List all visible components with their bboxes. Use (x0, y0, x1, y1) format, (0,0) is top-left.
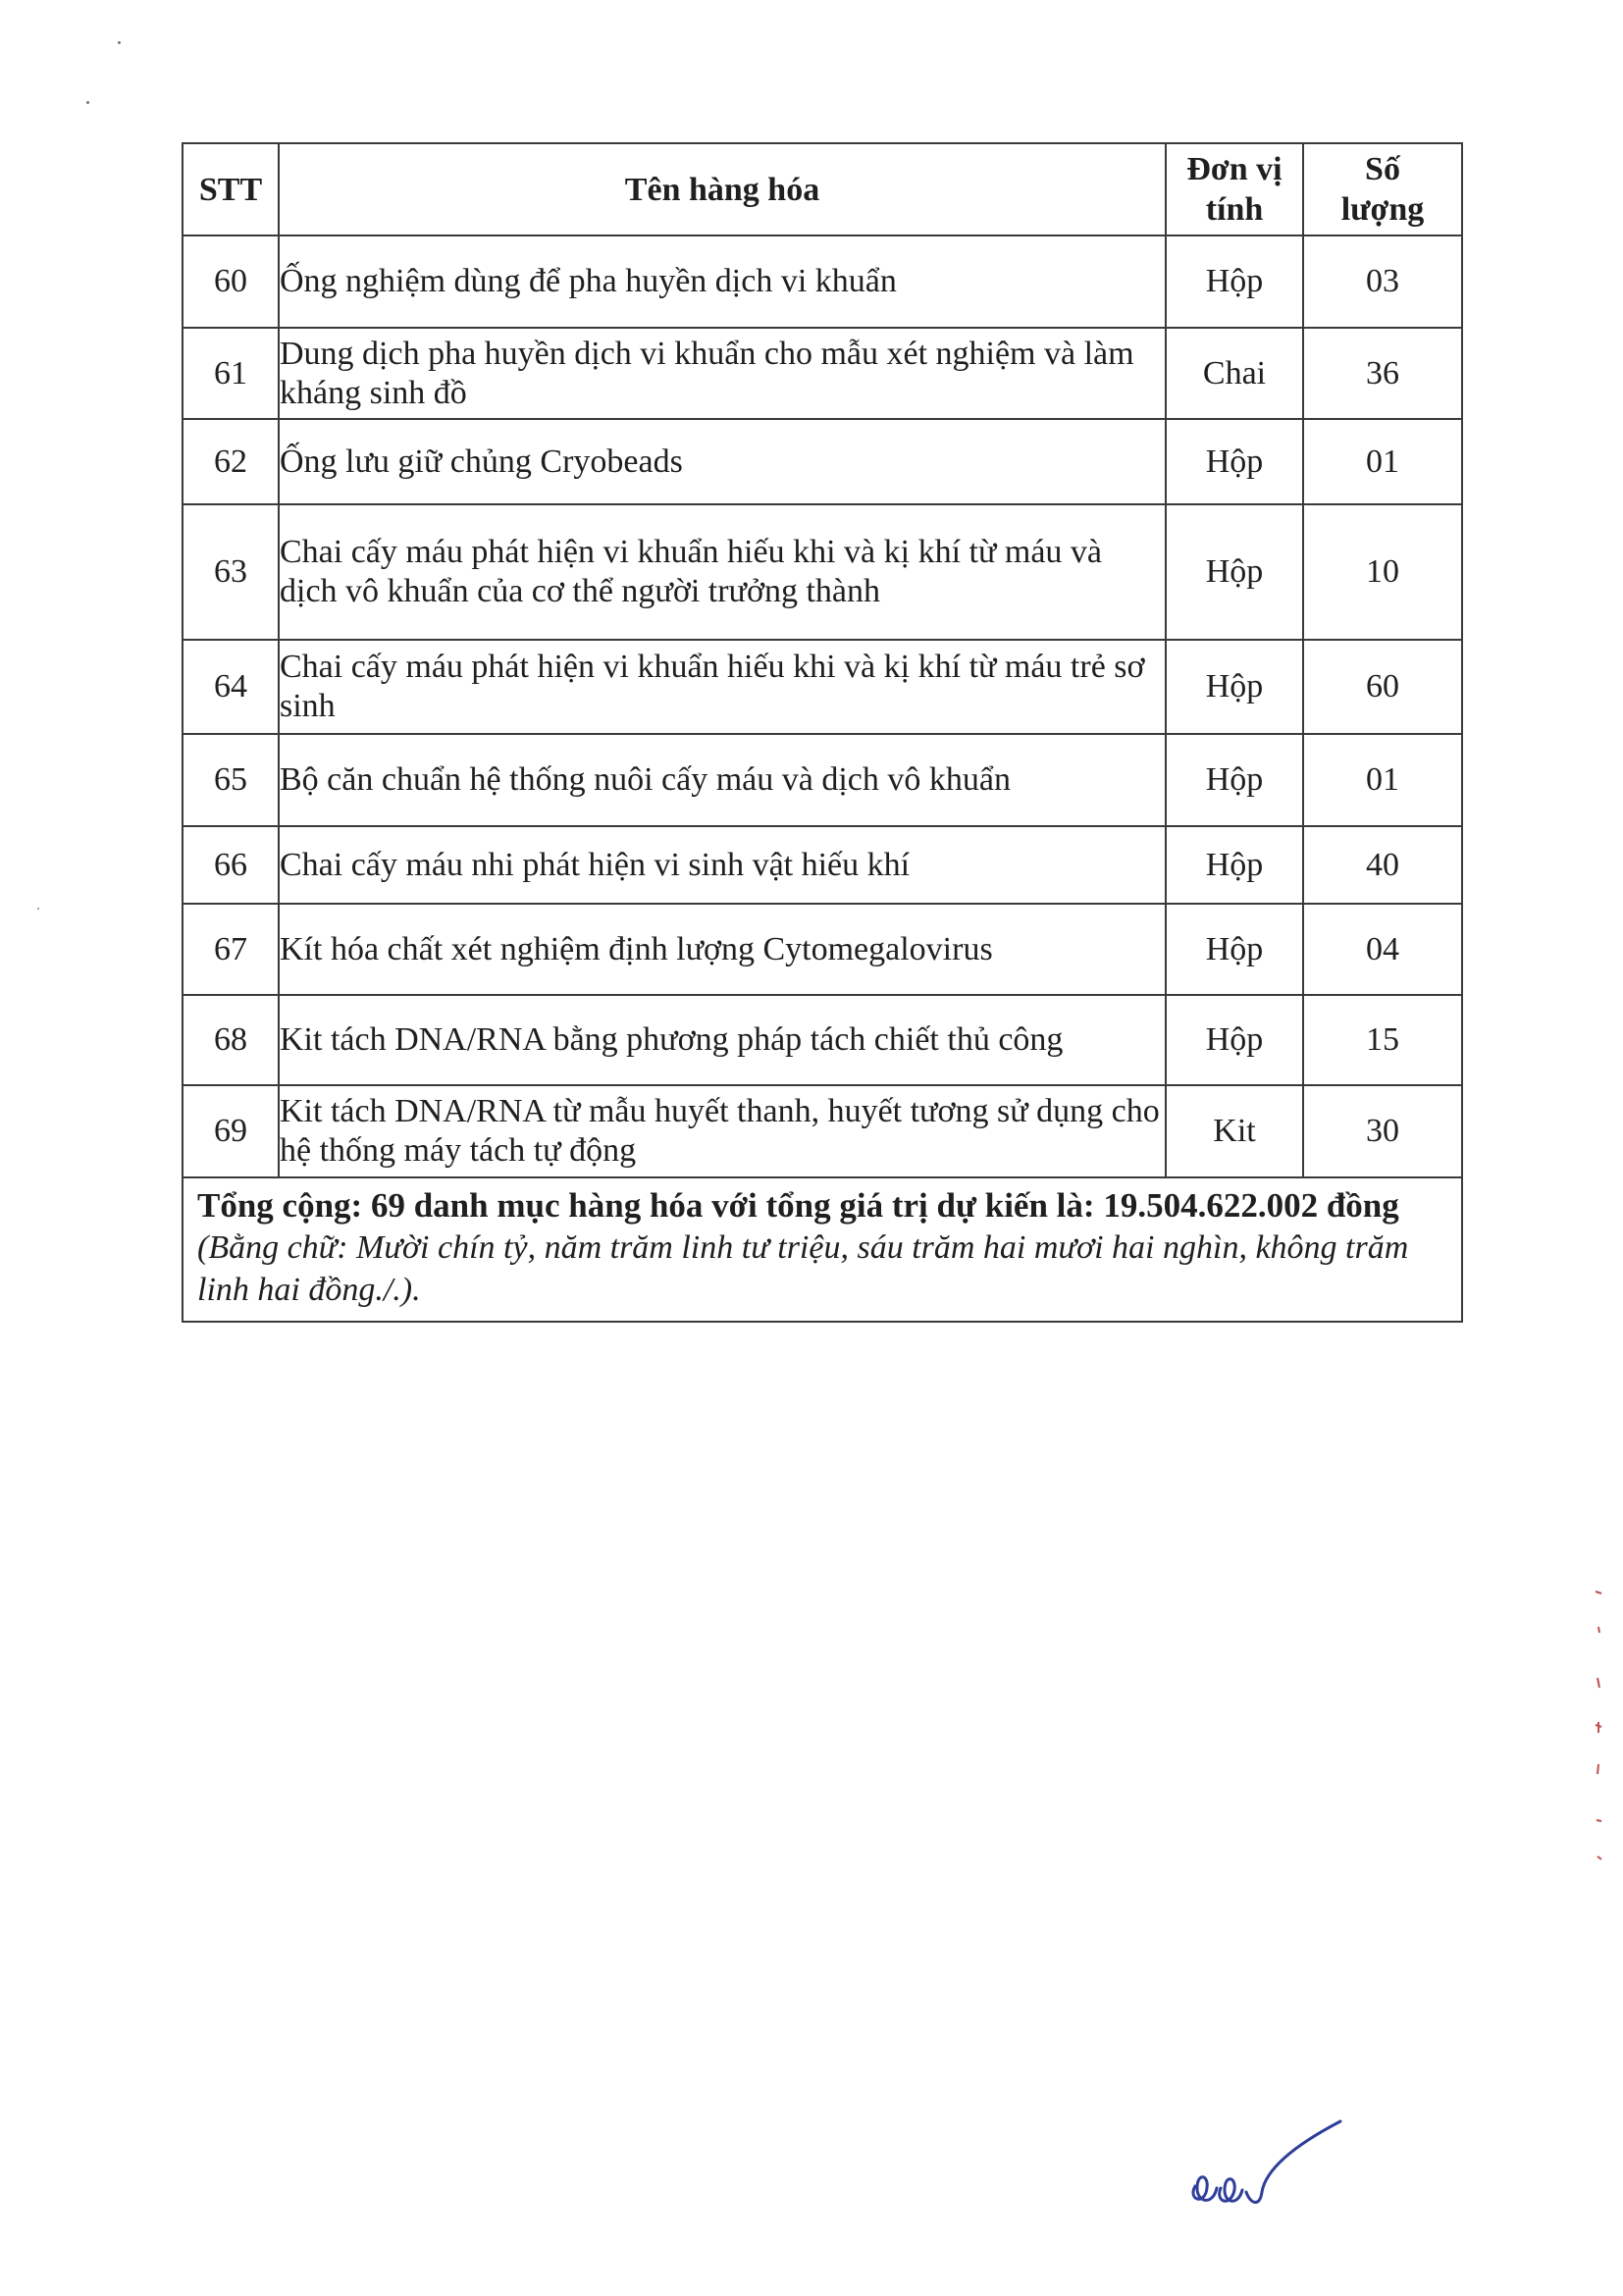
row-name: Ống nghiệm dùng để pha huyền dịch vi khuẩn (279, 235, 1166, 328)
row-name: Dung dịch pha huyền dịch vi khuẩn cho mẫu xét nghiệm và làm kháng sinh đồ (279, 328, 1166, 419)
row-stt: 60 (183, 235, 279, 328)
row-name: Chai cấy máu phát hiện vi khuẩn hiếu khi và kị khí từ máu trẻ sơ sinh (279, 640, 1166, 734)
row-name: Kit tách DNA/RNA từ mẫu huyết thanh, huyết tương sử dụng cho hệ thống máy tách tự động (279, 1085, 1166, 1177)
table-row (183, 328, 1462, 419)
header-unit (1166, 143, 1303, 235)
header-qty-line1: Số (1365, 151, 1400, 187)
table-header-row (183, 143, 1462, 235)
row-stt: 61 (183, 328, 279, 419)
row-stt: 63 (183, 504, 279, 640)
table-row (183, 1085, 1462, 1177)
header-unit-line1: Đơn vị (1186, 151, 1283, 187)
scan-speck (37, 908, 39, 910)
header-stt: STT (183, 143, 279, 235)
row-qty: 15 (1303, 995, 1462, 1085)
total-in-words: (Bằng chữ: Mười chín tỷ, năm trăm linh tư triệu, sáu trăm hai mươi hai nghìn, không trăm linh hai đồng./.). (197, 1229, 1409, 1308)
row-name: Bộ căn chuẩn hệ thống nuôi cấy máu và dịch vô khuẩn (279, 734, 1166, 826)
table-row (183, 904, 1462, 995)
table-row (183, 235, 1462, 328)
row-qty: 30 (1303, 1085, 1462, 1177)
row-unit: Hộp (1166, 904, 1303, 995)
row-name: Chai cấy máu nhi phát hiện vi sinh vật hiếu khí (279, 826, 1166, 904)
row-unit: Hộp (1166, 235, 1303, 328)
table-row (183, 995, 1462, 1085)
table-row (183, 640, 1462, 734)
row-unit: Chai (1166, 328, 1303, 419)
row-stt: 68 (183, 995, 279, 1085)
header-qty-line2: lượng (1340, 191, 1425, 228)
goods-table (182, 142, 1463, 1323)
row-qty: 01 (1303, 419, 1462, 504)
row-qty: 36 (1303, 328, 1462, 419)
scan-speck (118, 41, 121, 44)
signature-initials (1178, 2110, 1354, 2218)
row-unit: Hộp (1166, 995, 1303, 1085)
row-stt: 62 (183, 419, 279, 504)
row-name: Chai cấy máu phát hiện vi khuẩn hiếu khi và kị khí từ máu và dịch vô khuẩn của cơ thể người trưởng thành (279, 504, 1166, 640)
table-row (183, 826, 1462, 904)
table-row (183, 504, 1462, 640)
total-cell (183, 1177, 1462, 1322)
row-unit: Kit (1166, 1085, 1303, 1177)
row-name: Kit tách DNA/RNA bằng phương pháp tách chiết thủ công (279, 995, 1166, 1085)
table-row (183, 419, 1462, 504)
row-stt: 69 (183, 1085, 279, 1177)
row-stt: 64 (183, 640, 279, 734)
row-stt: 67 (183, 904, 279, 995)
total-summary: Tổng cộng: 69 danh mục hàng hóa với tổng giá trị dự kiến là: 19.504.622.002 đồng (197, 1186, 1399, 1225)
row-stt: 66 (183, 826, 279, 904)
row-name: Kít hóa chất xét nghiệm định lượng Cytomegalovirus (279, 904, 1166, 995)
table-row (183, 734, 1462, 826)
row-qty: 60 (1303, 640, 1462, 734)
scan-speck (86, 101, 89, 104)
goods-table-container (182, 142, 1461, 1323)
row-qty: 01 (1303, 734, 1462, 826)
row-unit: Hộp (1166, 504, 1303, 640)
row-qty: 03 (1303, 235, 1462, 328)
row-stt: 65 (183, 734, 279, 826)
header-unit-line2: tính (1205, 191, 1264, 228)
row-qty: 10 (1303, 504, 1462, 640)
row-unit: Hộp (1166, 640, 1303, 734)
row-qty: 04 (1303, 904, 1462, 995)
edge-marks (1590, 1580, 1609, 1874)
row-unit: Hộp (1166, 419, 1303, 504)
header-qty (1303, 143, 1462, 235)
header-name: Tên hàng hóa (279, 143, 1166, 235)
row-name: Ống lưu giữ chủng Cryobeads (279, 419, 1166, 504)
row-qty: 40 (1303, 826, 1462, 904)
row-unit: Hộp (1166, 734, 1303, 826)
total-row (183, 1177, 1462, 1322)
row-unit: Hộp (1166, 826, 1303, 904)
